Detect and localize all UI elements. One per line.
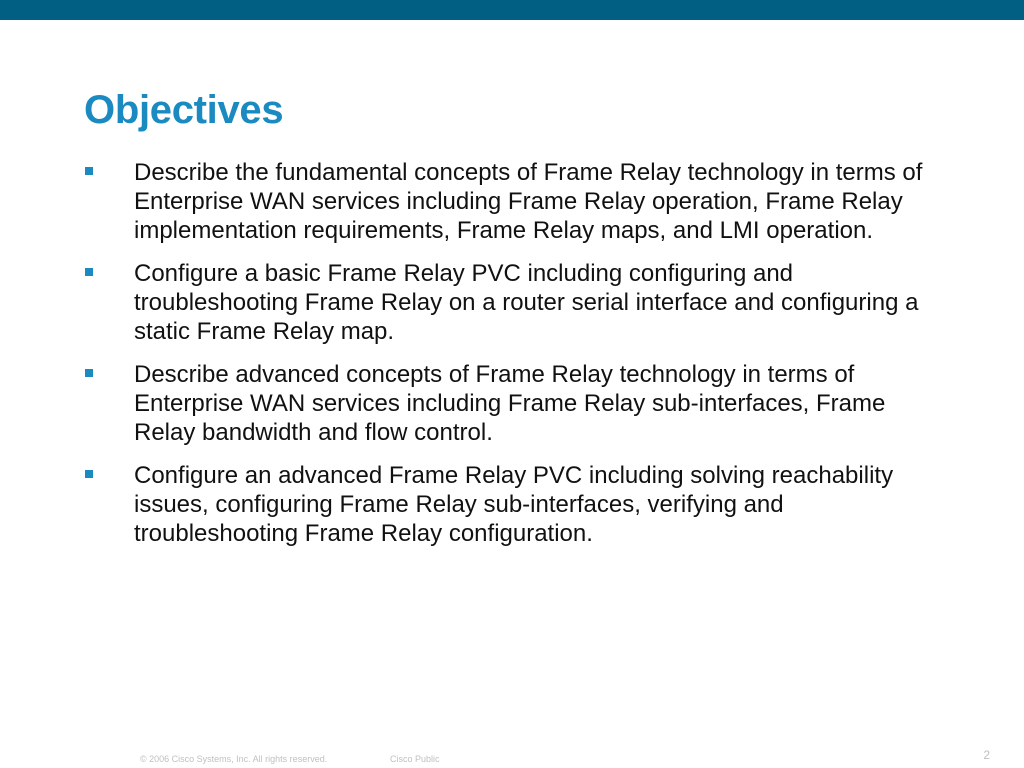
bullet-list (84, 158, 944, 562)
footer-classification: Cisco Public (390, 754, 440, 764)
bullet-item (84, 461, 944, 548)
bullet-text: Configure an advanced Frame Relay PVC including solving reachability issues, configuring Frame Relay sub-interfaces, verifying and troubleshooting Frame Relay configuration. (134, 462, 894, 547)
square-bullet-icon (85, 268, 93, 276)
square-bullet-icon (85, 167, 93, 175)
bullet-text: Describe the fundamental concepts of Frame Relay technology in terms of Enterprise WAN services including Frame Relay operation, Frame Relay implementation requirements, Frame Relay maps, and LMI operation. (134, 159, 923, 244)
top-banner-bar (0, 0, 1024, 20)
page-number: 2 (983, 748, 990, 762)
square-bullet-icon (85, 369, 93, 377)
slide-title: Objectives (84, 88, 284, 132)
bullet-item (84, 360, 944, 447)
footer-copyright: © 2006 Cisco Systems, Inc. All rights reserved. (140, 754, 328, 764)
bullet-text: Describe advanced concepts of Frame Relay technology in terms of Enterprise WAN services including Frame Relay sub-interfaces, Frame Relay bandwidth and flow control. (134, 361, 886, 446)
bullet-text: Configure a basic Frame Relay PVC including configuring and troubleshooting Frame Relay on a router serial interface and configuring a static Frame Relay map. (134, 260, 919, 345)
bullet-item (84, 158, 944, 245)
bullet-item (84, 259, 944, 346)
square-bullet-icon (85, 470, 93, 478)
